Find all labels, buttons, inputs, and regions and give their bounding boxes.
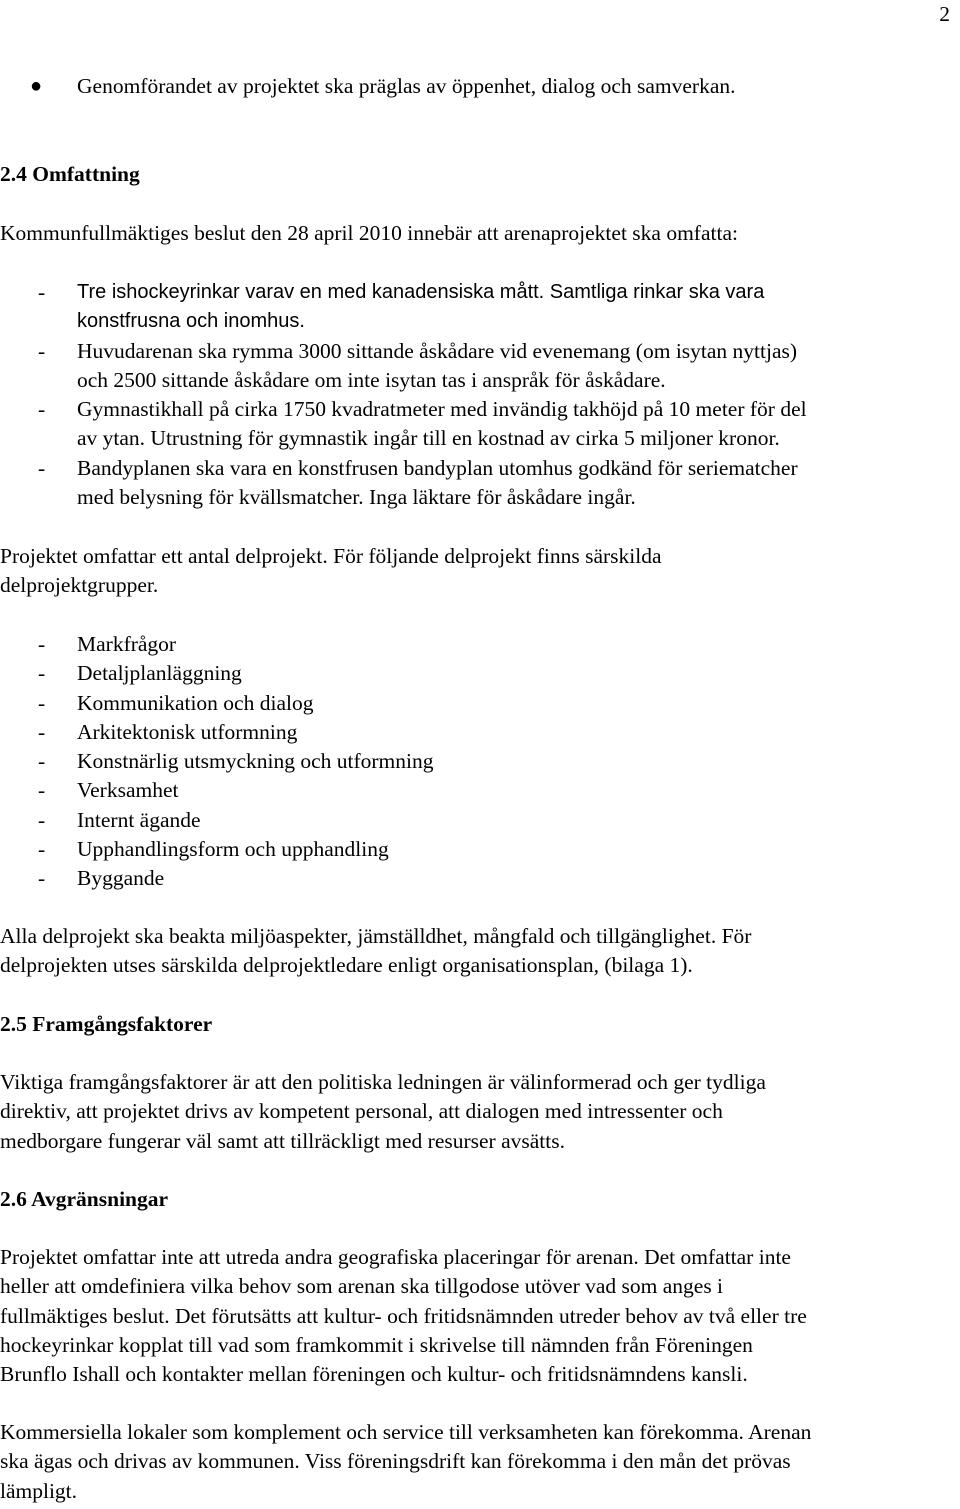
list-item: - Detaljplanläggning: [38, 661, 242, 686]
list-item: - Bandyplanen ska vara en konstfrusen bandyplan utomhus godkänd för seriematcher med belysning för kvällsmatcher. Inga läktare för åskådare ingår.: [38, 455, 798, 510]
section-2-4-lead: Kommunfullmäktiges beslut den 28 april 2010 innebär att arenaprojektet ska omfatta:: [0, 221, 738, 245]
intro-bullet-text: Genomförandet av projektet ska präglas av öppenhet, dialog och samverkan.: [77, 74, 736, 98]
section-2-6-text-2: Kommersiella lokaler som komplement och service till verksamheten kan förekomma. Arenan ska ägas och drivas av kommunen. Viss föreningsdrift kan förekomma i den mån det prövas lämpligt.: [0, 1420, 812, 1503]
list-item: - Markfrågor: [38, 632, 177, 656]
list-item: - Huvudarenan ska rymma 3000 sittande åskådare vid evenemang (om isytan nyttjas) och 2500 sittande åskådare om inte isytan tas i anspråk för åskådare.: [38, 338, 798, 392]
section-heading-2-4: 2.4 Omfattning: [0, 162, 140, 186]
list-item: - Tre ishockeyrinkar varav en med kanadensiska mått. Samtliga rinkar ska vara konstfrusna och inomhus.: [38, 280, 765, 333]
section-heading-2-5: 2.5 Framgångsfaktorer: [0, 1012, 213, 1036]
list-item: - Kommunikation och dialog: [38, 690, 314, 715]
bullet-dot-icon: ●: [30, 75, 43, 97]
section-2-5-text: Viktiga framgångsfaktorer är att den politiska ledningen är välinformerad och ger tydliga direktiv, att projektet drivs av kompetent personal, att dialogen med intressenter och medborgare fungerar väl samt att tillräckligt med resurser avsätts.: [0, 1070, 766, 1153]
list-item: - Arkitektonisk utformning: [38, 719, 298, 744]
list-item: - Byggande: [38, 866, 165, 891]
subprojects-intro: Projektet omfattar ett antal delprojekt. För följande delprojekt finns särskilda delprojektgrupper.: [0, 544, 662, 598]
scope-list: [0, 278, 950, 512]
section-heading-2-6: 2.6 Avgränsningar: [0, 1187, 169, 1211]
subproject-list: [0, 630, 950, 894]
list-item: - Gymnastikhall på cirka 1750 kvadratmeter med invändig takhöjd på 10 meter för del av ytan. Utrustning för gymnastik ingår till en kostnad av cirka 5 miljoner kronor.: [38, 397, 807, 451]
list-item: - Internt ägande: [38, 807, 201, 832]
section-2-6-text-1: Projektet omfattar inte att utreda andra geografiska placeringar för arenan. Det omfattar inte heller att omdefiniera vilka behov som arenan ska tillgodose utöver vad som anges i fullmäktiges beslut. Det förutsätts att kultur- och fritidsnämnden utreder behov av två eller tre hockeyrinkar kopplat till vad som framkommit i skrivelse till nämnden från Föreningen Brunflo Ishall och kontakter mellan föreningen och kultur- och fritidsnämndens kansli.: [0, 1245, 807, 1387]
intro-bullet: [30, 72, 736, 101]
page-number: 2: [939, 2, 950, 26]
list-item: - Upphandlingsform och upphandling: [38, 837, 389, 862]
list-item: - Konstnärlig utsmyckning och utformning: [38, 749, 434, 774]
list-item: - Verksamhet: [38, 778, 179, 803]
section-2-4-closing: Alla delprojekt ska beakta miljöaspekter, jämställdhet, mångfald och tillgänglighet. För delprojekten utses särskilda delprojektledare enligt organisationsplan, (bilaga 1).: [0, 924, 752, 978]
